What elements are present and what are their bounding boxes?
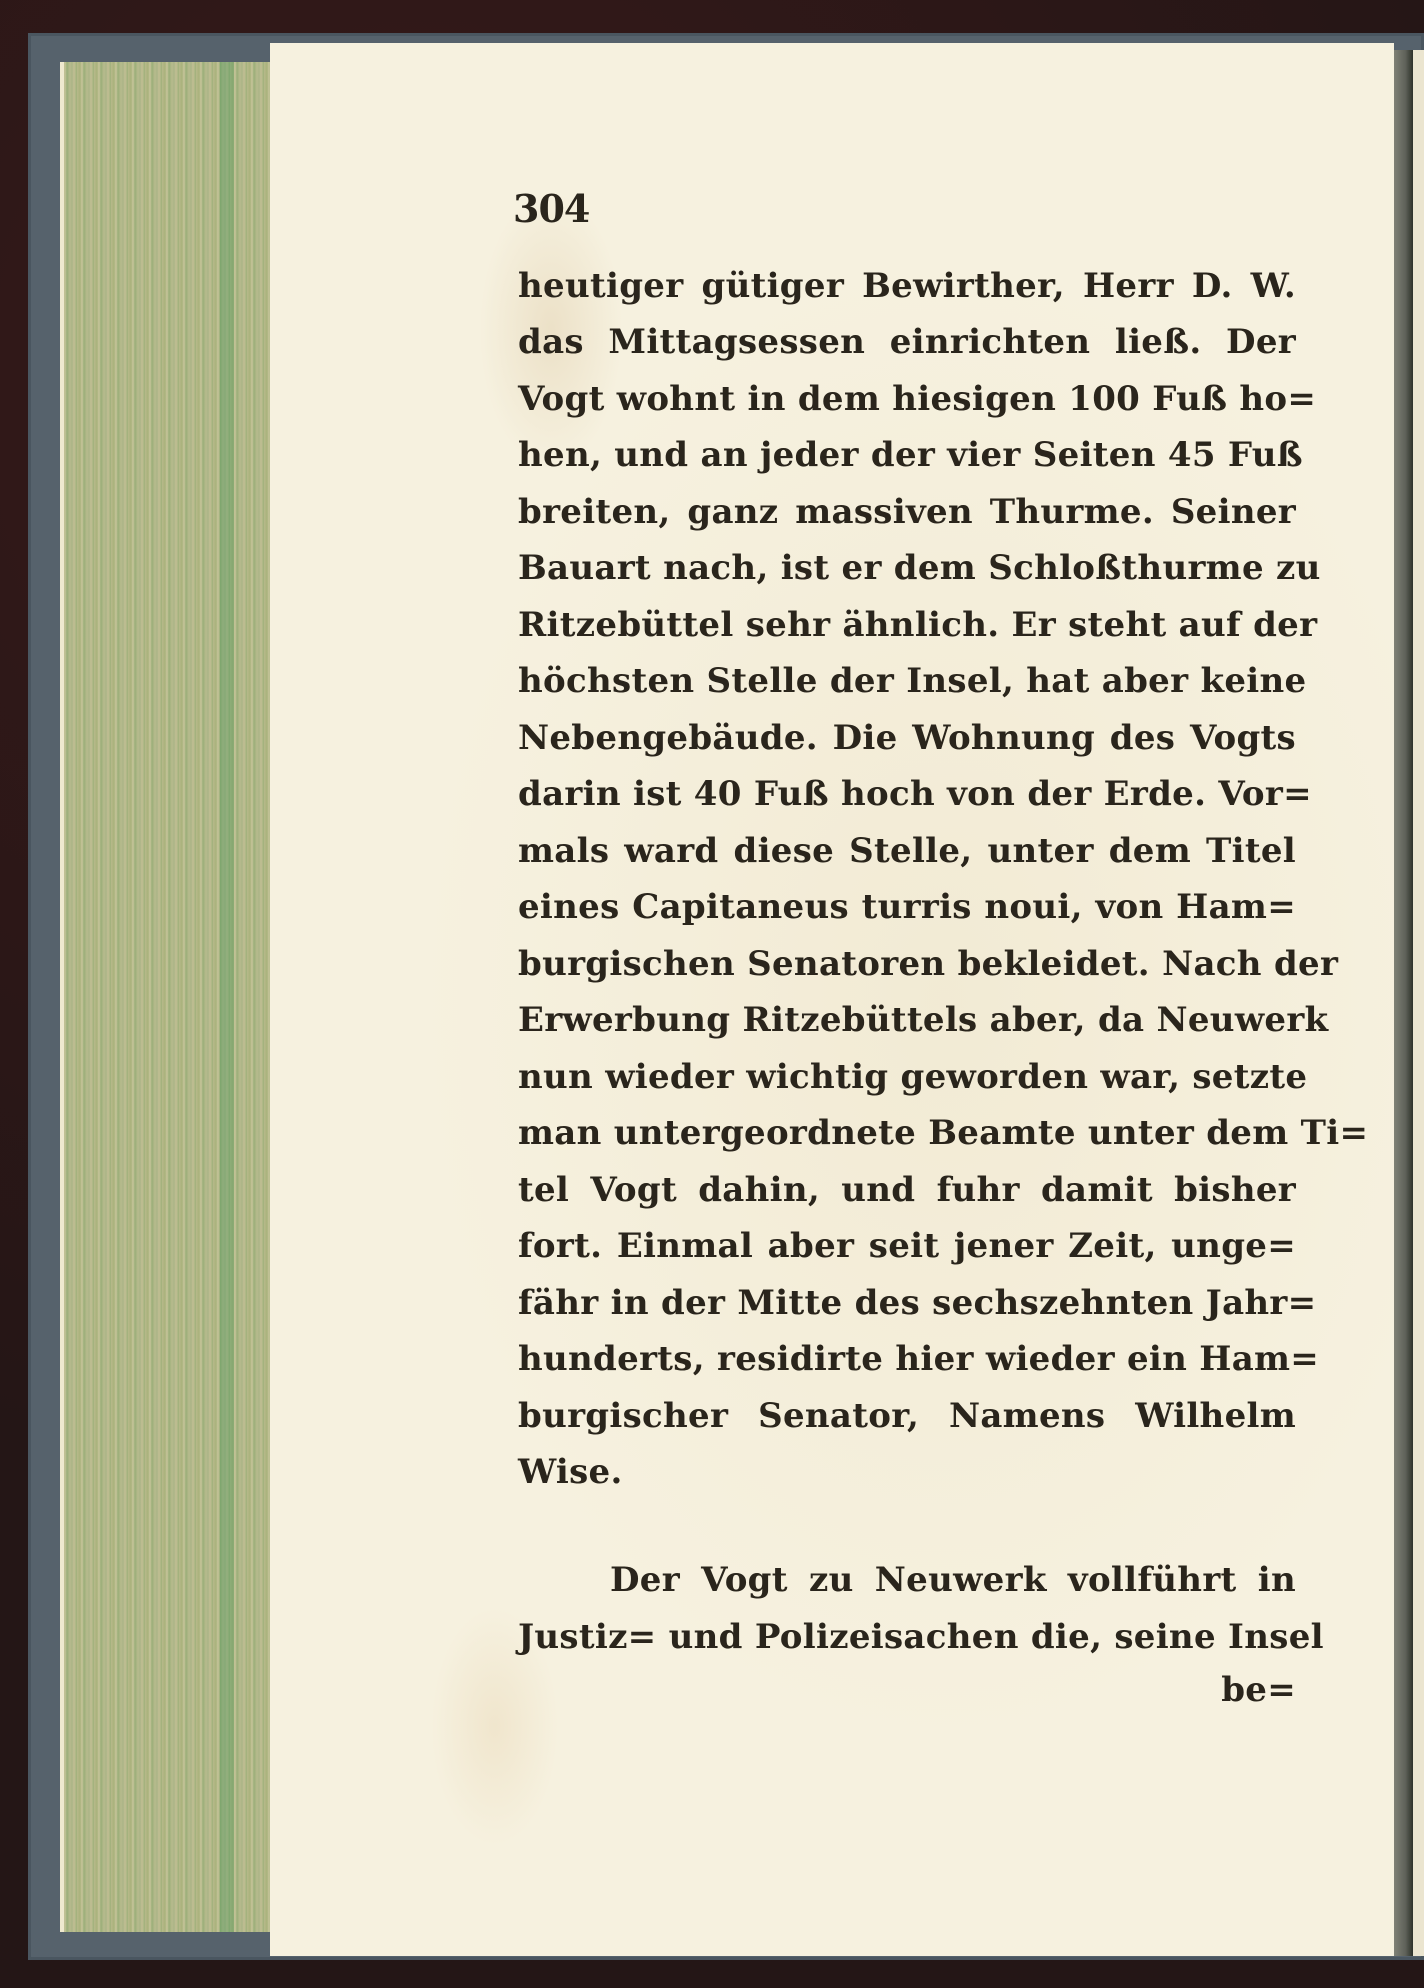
text-line: tel Vogt dahin, und fuhr damit bisher [518,1170,1296,1210]
facing-page-edge [1413,50,1424,1956]
text-line: fähr in der Mitte des sechszehnten Jahr= [518,1283,1317,1323]
text-line: Nebengebäude. Die Wohnung des Vogts [518,718,1296,758]
text-line: darin ist 40 Fuß hoch von der Erde. Vor= [518,774,1312,814]
page-edges-front [60,62,64,1932]
catchword: be= [1221,1670,1296,1710]
page-number: 304 [513,186,590,231]
book-gutter [1394,50,1413,1956]
text-line: man untergeordnete Beamte unter dem Ti= [518,1113,1369,1153]
text-line: breiten, ganz massiven Thurme. Seiner [518,492,1296,532]
text-line: mals ward diese Stelle, unter dem Titel [518,831,1296,871]
text-line: Justiz= und Polizeisachen die, seine Insel [518,1617,1324,1657]
text-line: heutiger gütiger Bewirther, Herr D. W. [518,266,1296,306]
text-line: burgischer Senator, Namens Wilhelm [518,1396,1296,1436]
text-line: Wise. [518,1452,623,1492]
text-line: Ritzebüttel sehr ähnlich. Er steht auf der [518,605,1318,645]
text-line: höchsten Stelle der Insel, hat aber keine [518,661,1307,701]
text-line: Vogt wohnt in dem hiesigen 100 Fuß ho= [518,379,1317,419]
text-line: hen, und an jeder der vier Seiten 45 Fuß [518,435,1303,475]
text-line: Der Vogt zu Neuwerk vollführt in [610,1560,1296,1600]
page-edges-stack [60,62,272,1932]
text-line: das Mittagsessen einrichten ließ. Der [518,322,1296,362]
text-line: fort. Einmal aber seit jener Zeit, unge= [518,1226,1296,1266]
text-line: Bauart nach, ist er dem Schloßthurme zu [518,548,1321,588]
text-line: eines Capitaneus turris noui, von Ham= [518,887,1296,927]
text-line: Erwerbung Ritzebüttels aber, da Neuwerk [518,1000,1329,1040]
text-line: nun wieder wichtig geworden war, setzte [518,1057,1308,1097]
text-line: burgischen Senatoren bekleidet. Nach der [518,944,1339,984]
text-line: hunderts, residirte hier wieder ein Ham= [518,1339,1320,1379]
